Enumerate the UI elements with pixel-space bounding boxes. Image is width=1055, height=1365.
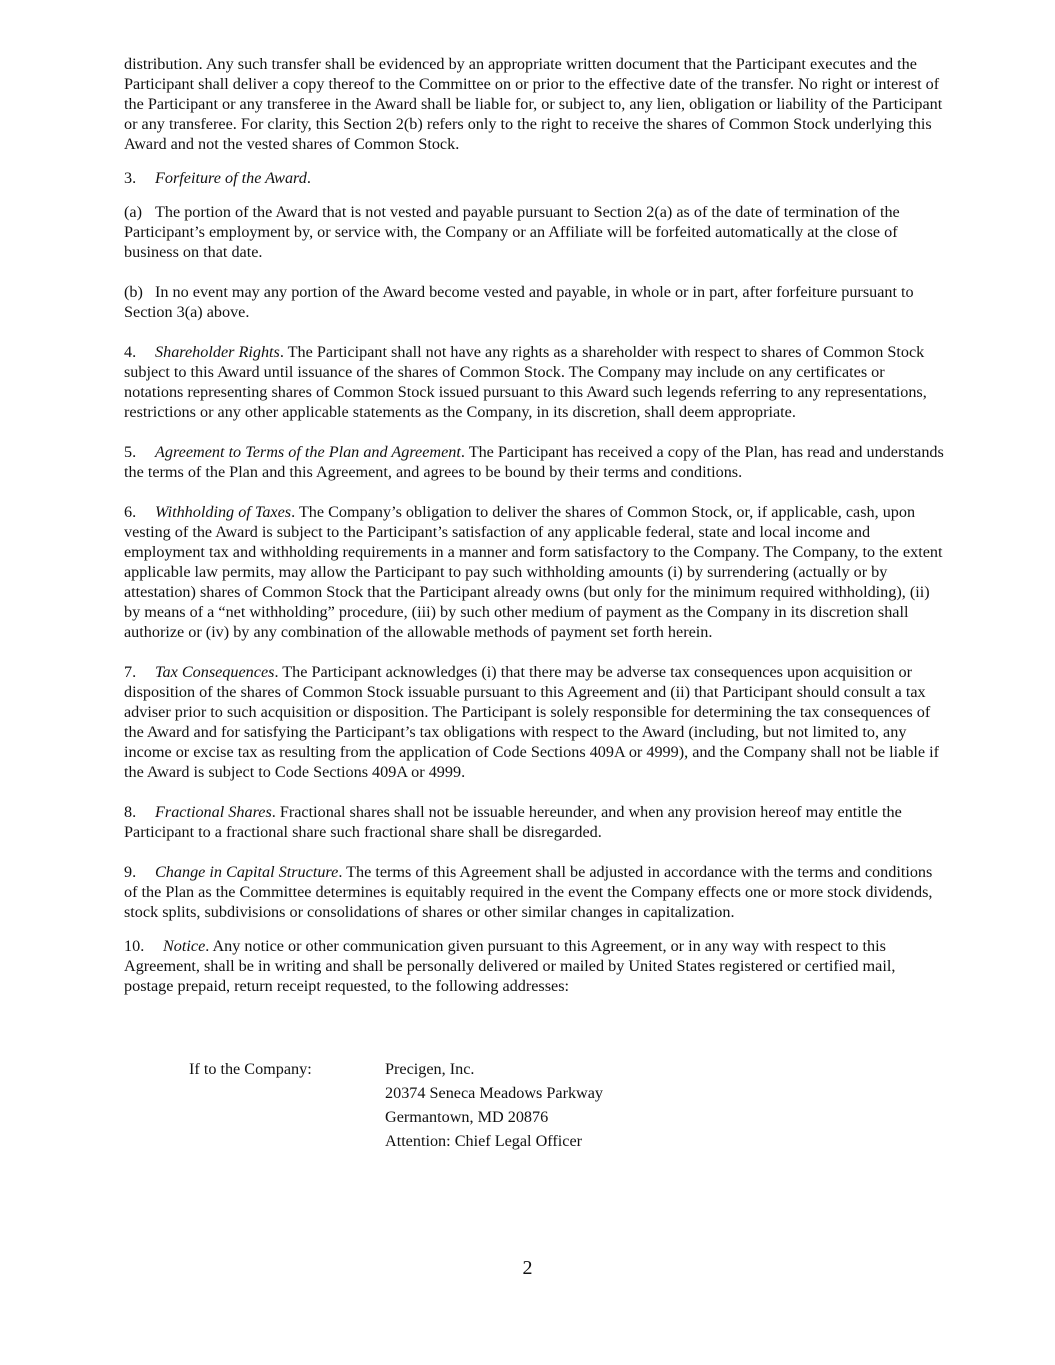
section-3a-number: (a) — [124, 203, 142, 221]
address-label: If to the Company: — [189, 1060, 312, 1078]
section-5-title: Agreement to Terms of the Plan and Agreement — [155, 443, 461, 461]
section-7-text: The Participant acknowledges (i) that there may be adverse tax consequences upon acquisition or disposition of the shares of Common Stock issuable pursuant to this Agreement and (ii) that Participant should consult a tax adviser prior to such acquisition or disposition. The Participant is solely responsible for determining the tax consequences of the Award and for satisfying the Participant’s tax obligations with respect to the Award (including, but not limited to, any income or excise tax as resulting from the application of Code Sections 409A or 4999), and the Company shall not be liable if the Award is subject to Code Sections 409A or 4999. — [124, 663, 940, 781]
section-5-number: 5. — [124, 443, 137, 461]
section-10-title: Notice — [163, 937, 206, 955]
section-4: 4. Shareholder Rights. The Participant shall not have any rights as a shareholder with respect to shares of Common Stock subject to this Award until issuance of the shares of Common Stock. The Company may include on any certificates or notations representing shares of Common Stock issued pursuant to this Award such legends referring to any representations, restrictions or any other applicable statements as the Company, in its discretion, shall deem appropriate. — [124, 343, 927, 421]
section-9-text: The terms of this Agreement shall be adjusted in accordance with the terms and conditions of the Plan as the Committee determines is equitably required in the event the Company effects one or more stock dividends, stock splits, subdivisions or consolidations of shares or other similar changes in capitalization. — [124, 863, 933, 921]
section-6-number: 6. — [124, 503, 137, 521]
document-body — [124, 54, 944, 1016]
section-6: 6. Withholding of Taxes. The Company’s obligation to deliver the shares of Common Stock, or, if applicable, cash, upon vesting of the Award is subject to the Participant’s satisfaction of any applicable federal, state and local income and employment tax and withholding requirements in a manner and form satisfactory to the Company. The Company, to the extent applicable law permits, may allow the Participant to pay such withholding amounts (i) by surrendering (actually or by attestation) shares of Common Stock that the Participant already owns (but only for the minimum required withholding), (ii) by means of a “net withholding” procedure, (iii) by such other medium of payment as the Company in its discretion shall authorize or (iv) by any combination of the allowable methods of payment set forth herein. — [124, 503, 943, 641]
section-6-title: Withholding of Taxes — [155, 503, 292, 521]
section-7: 7. Tax Consequences. The Participant acknowledges (i) that there may be adverse tax consequences upon acquisition or disposition of the shares of Common Stock issuable pursuant to this Agreement and (ii) that Participant should consult a tax adviser prior to such acquisition or disposition. The Participant is solely responsible for determining the tax consequences of the Award and for satisfying the Participant’s tax obligations with respect to the Award (including, but not limited to, any income or excise tax as resulting from the application of Code Sections 409A or 4999), and the Company shall not be liable if the Award is subject to Code Sections 409A or 4999. — [124, 663, 940, 781]
section-3-heading: 3. Forfeiture of the Award. — [124, 169, 311, 187]
section-8: 8. Fractional Shares. Fractional shares shall not be issuable hereunder, and when any provision hereof may entitle the Participant to a fractional share such fractional share shall be disregarded. — [124, 803, 902, 841]
section-10: 10. Notice. Any notice or other communication given pursuant to this Agreement, or in any way with respect to this Agreement, shall be in writing and shall be personally delivered or mailed by United States registered or certified mail, postage prepaid, return receipt requested, to the following addresses: — [124, 937, 896, 995]
section-5: 5. Agreement to Terms of the Plan and Agreement. The Participant has received a copy of the Plan, has read and understands the terms of the Plan and this Agreement, and agrees to be bound by their terms and conditions. — [124, 443, 944, 481]
section-7-number: 7. — [124, 663, 137, 681]
section-9-number: 9. — [124, 863, 137, 881]
section-3-title: Forfeiture of the Award — [155, 169, 307, 187]
section-8-number: 8. — [124, 803, 137, 821]
intro-paragraph — [124, 54, 944, 154]
address-street: 20374 Seneca Meadows Parkway — [385, 1084, 604, 1102]
section-4-number: 4. — [124, 343, 137, 361]
section-3-number: 3. — [124, 169, 137, 187]
section-9-title: Change in Capital Structure — [155, 863, 339, 881]
intro-text: distribution. Any such transfer shall be evidenced by an appropriate written document that the Participant executes and the Participant shall deliver a copy thereof to the Committee on or prior to the effective date of the transfer. No right or interest of the Participant or any transferee in the Award shall be liable for, or subject to, any lien, obligation or liability of the Participant or any transferee. For clarity, this Section 2(b) refers only to the right to receive the shares of Common Stock underlying this Award and not the vested shares of Common Stock. — [124, 55, 943, 153]
section-3a-text: The portion of the Award that is not vested and payable pursuant to Section 2(a) as of the date of termination of the Participant’s employment by, or service with, the Company or an Affiliate will be forfeited automatically at the close of business on that date. — [124, 203, 900, 261]
section-3a — [124, 202, 944, 262]
section-10-text: Any notice or other communication given pursuant to this Agreement, or in any way with respect to this Agreement, shall be in writing and shall be personally delivered or mailed by United States registered or certified mail, postage prepaid, return receipt requested, to the following addresses: — [124, 937, 896, 995]
section-8-text: Fractional shares shall not be issuable hereunder, and when any provision hereof may entitle the Participant to a fractional share such fractional share shall be disregarded. — [124, 803, 902, 841]
page-number: 2 — [522, 1257, 533, 1279]
section-7-title: Tax Consequences — [155, 663, 275, 681]
address-city-state-zip: Germantown, MD 20876 — [385, 1108, 549, 1126]
address-company-name: Precigen, Inc. — [385, 1060, 475, 1078]
section-3b — [124, 282, 944, 322]
address-attention: Attention: Chief Legal Officer — [385, 1132, 583, 1150]
section-9: 9. Change in Capital Structure. The terms of this Agreement shall be adjusted in accordance with the terms and conditions of the Plan as the Committee determines is equitably required in the event the Company effects one or more stock dividends, stock splits, subdivisions or consolidations of shares or other similar changes in capitalization. — [124, 863, 933, 921]
section-3b-number: (b) — [124, 283, 143, 301]
section-10-number: 10. — [124, 937, 145, 955]
section-5-text: The Participant has received a copy of the Plan, has read and understands the terms of the Plan and this Agreement, and agrees to be bound by their terms and conditions. — [124, 443, 944, 481]
section-3b-text: In no event may any portion of the Award become vested and payable, in whole or in part, after forfeiture pursuant to Section 3(a) above. — [124, 283, 914, 321]
section-8-title: Fractional Shares — [155, 803, 272, 821]
section-4-title: Shareholder Rights — [155, 343, 280, 361]
section-6-text: The Company’s obligation to deliver the shares of Common Stock, or, if applicable, cash, upon vesting of the Award is subject to the Participant’s satisfaction of any applicable federal, state and local income and employment tax and withholding requirements in a manner and form satisfactory to the Company. The Company, to the extent applicable law permits, may allow the Participant to pay such withholding amounts (i) by surrendering (actually or by attestation) shares of Common Stock that the Participant already owns (but only for the minimum required withholding), (ii) by means of a “net withholding” procedure, (iii) by such other medium of payment as the Company in its discretion shall authorize or (iv) by any combination of the allowable methods of payment set forth herein. — [124, 503, 943, 641]
address-lines — [385, 1057, 603, 1153]
section-4-text: The Participant shall not have any rights as a shareholder with respect to shares of Common Stock subject to this Award until issuance of the shares of Common Stock. The Company may include on any certificates or notations representing shares of Common Stock issued pursuant to this Award such legends referring to any representations, restrictions or any other applicable statements as the Company, in its discretion, shall deem appropriate. — [124, 343, 927, 421]
